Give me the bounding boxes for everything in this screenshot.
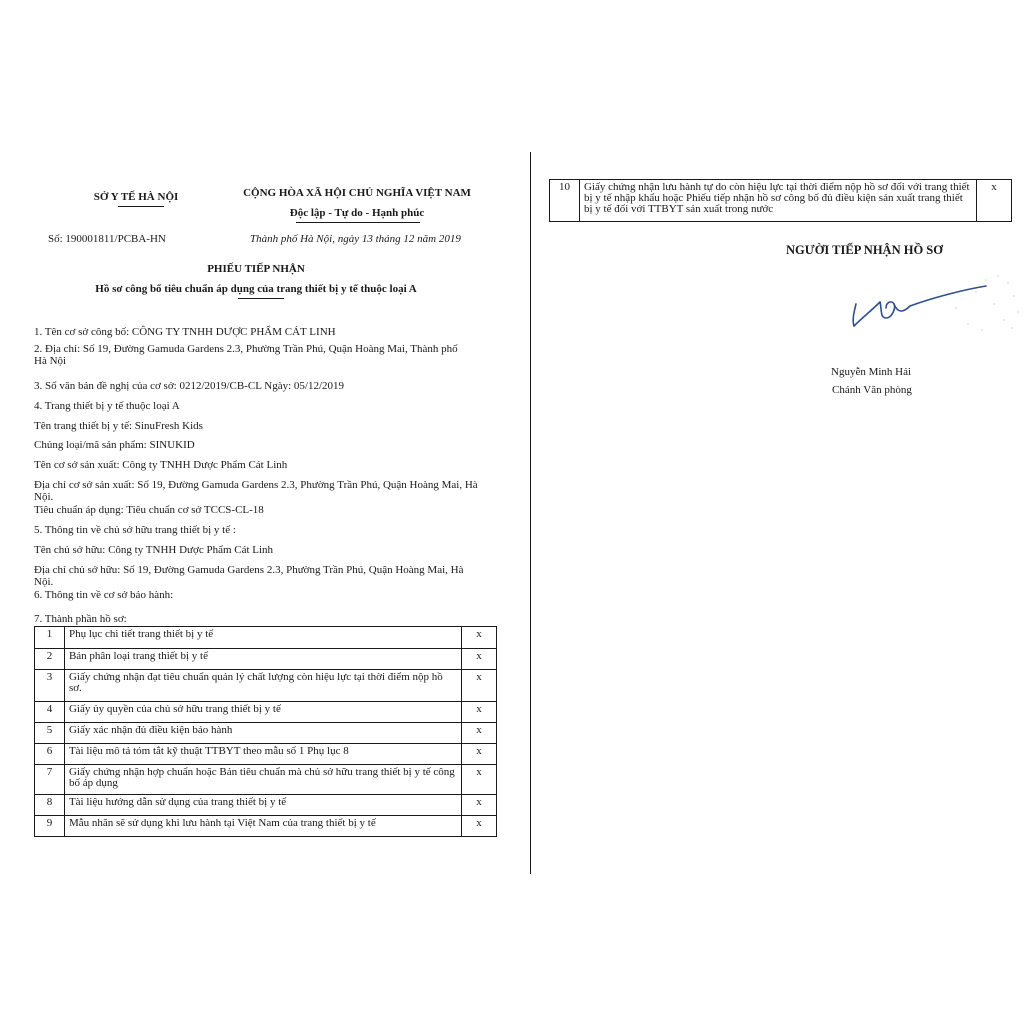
row-number: 2 bbox=[35, 649, 65, 670]
field-manufacturer: Tên cơ sở sản xuất: Công ty TNHH Dược Phẩm Cát Linh bbox=[34, 459, 288, 471]
receiver-position: Chánh Văn phòng bbox=[832, 384, 912, 396]
nation-motto: Độc lập - Tự do - Hạnh phúc bbox=[289, 207, 425, 219]
field-manufacturer-address: Địa chỉ cơ sở sản xuất: Số 19, Đường Gamuda Gardens 2.3, Phường Trần Phú, Quận Hoàng Mai, Hà Nội. bbox=[34, 479, 478, 503]
row-number: 1 bbox=[35, 627, 65, 649]
document-number: Số: 190001811/PCBA-HN bbox=[48, 233, 166, 245]
field-standard: Tiêu chuẩn áp dụng: Tiêu chuẩn cơ sở TCCS-CL-18 bbox=[34, 504, 264, 516]
row-number: 9 bbox=[35, 816, 65, 837]
row-description: Giấy chứng nhận hợp chuẩn hoặc Bản tiêu chuẩn mà chủ sở hữu trang thiết bị y tế công bố áp dụng bbox=[64, 765, 461, 795]
authority-name: SỞ Y TẾ HÀ NỘI bbox=[93, 191, 179, 203]
field-declarer: 1. Tên cơ sở công bố: CÔNG TY TNHH DƯỢC PHẨM CÁT LINH bbox=[34, 326, 336, 338]
row-number: 5 bbox=[35, 723, 65, 744]
table-row bbox=[35, 765, 497, 795]
authority-underline bbox=[118, 206, 164, 207]
row-number: 6 bbox=[35, 744, 65, 765]
table-row bbox=[35, 816, 497, 837]
receiver-heading: NGƯỜI TIẾP NHẬN HỒ SƠ bbox=[786, 243, 943, 257]
row-description: Phụ lục chi tiết trang thiết bị y tế bbox=[64, 627, 461, 649]
table-row bbox=[550, 180, 1012, 222]
receiver-name: Nguyễn Minh Hải bbox=[831, 366, 912, 378]
row-mark: x bbox=[462, 670, 497, 702]
field-owner-section: 5. Thông tin về chủ sở hữu trang thiết bị y tế : bbox=[34, 524, 236, 536]
field-owner-address: Địa chỉ chủ sở hữu: Số 19, Đường Gamuda Gardens 2.3, Phường Trần Phú, Quận Hoàng Mai, Hà Nội. bbox=[34, 564, 464, 588]
row-number: 4 bbox=[35, 702, 65, 723]
place-date: Thành phố Hà Nội, ngày 13 tháng 12 năm 2019 bbox=[250, 233, 461, 245]
field-device-type: Chủng loại/mã sản phẩm: SINUKID bbox=[34, 439, 195, 451]
row-mark: x bbox=[462, 744, 497, 765]
field-warranty: 6. Thông tin về cơ sở bảo hành: bbox=[34, 589, 174, 601]
field-address: 2. Địa chỉ: Số 19, Đường Gamuda Gardens 2.3, Phường Trần Phú, Quận Hoàng Mai, Thành phố Hà Nội bbox=[34, 343, 458, 367]
row-number: 10 bbox=[550, 180, 580, 222]
page-divider bbox=[530, 152, 531, 874]
signature-image bbox=[836, 268, 1024, 340]
receipt-title: PHIẾU TIẾP NHẬN bbox=[207, 263, 305, 275]
motto-underline bbox=[296, 222, 420, 223]
row-description: Bản phân loại trang thiết bị y tế bbox=[64, 649, 461, 670]
row-mark: x bbox=[462, 627, 497, 649]
table-row bbox=[35, 627, 497, 649]
row-description: Giấy chứng nhận lưu hành tự do còn hiệu lực tại thời điểm nộp hồ sơ đối với trang thiết bị y tế nhập khẩu hoặc Phiếu tiếp nhận hồ sơ công bố đủ điều kiện sản xuất trang thiết bị y tế đối với TTBYT sản xuất trong nước bbox=[579, 180, 976, 222]
table-row bbox=[35, 744, 497, 765]
dossier-table bbox=[34, 626, 497, 837]
table-row bbox=[35, 723, 497, 744]
row-description: Tài liệu hướng dẫn sử dụng của trang thiết bị y tế bbox=[64, 795, 461, 816]
field-dossier: 7. Thành phần hồ sơ: bbox=[34, 613, 127, 625]
field-owner-name: Tên chủ sở hữu: Công ty TNHH Dược Phẩm Cát Linh bbox=[34, 544, 274, 556]
row-mark: x bbox=[462, 795, 497, 816]
row-number: 8 bbox=[35, 795, 65, 816]
row-description: Giấy ủy quyền của chủ sở hữu trang thiết bị y tế bbox=[64, 702, 461, 723]
row-description: Tài liệu mô tả tóm tắt kỹ thuật TTBYT theo mẫu số 1 Phụ lục 8 bbox=[64, 744, 461, 765]
table-row bbox=[35, 795, 497, 816]
row-number: 7 bbox=[35, 765, 65, 795]
nation-name: CỘNG HÒA XÃ HỘI CHỦ NGHĨA VIỆT NAM bbox=[243, 187, 471, 199]
dossier-table-continued bbox=[549, 179, 1012, 222]
row-mark: x bbox=[462, 723, 497, 744]
subtitle-underline bbox=[238, 298, 284, 299]
receipt-subtitle: Hồ sơ công bố tiêu chuẩn áp dụng của trang thiết bị y tế thuộc loại A bbox=[95, 283, 417, 295]
table-row bbox=[35, 670, 497, 702]
row-description: Giấy chứng nhận đạt tiêu chuẩn quản lý chất lượng còn hiệu lực tại thời điểm nộp hồ sơ. bbox=[64, 670, 461, 702]
row-mark: x bbox=[462, 649, 497, 670]
table-row bbox=[35, 649, 497, 670]
row-number: 3 bbox=[35, 670, 65, 702]
row-mark: x bbox=[462, 816, 497, 837]
row-description: Giấy xác nhận đủ điều kiện bảo hành bbox=[64, 723, 461, 744]
field-device-class: 4. Trang thiết bị y tế thuộc loại A bbox=[34, 400, 180, 412]
row-mark: x bbox=[977, 180, 1012, 222]
row-mark: x bbox=[462, 765, 497, 795]
row-mark: x bbox=[462, 702, 497, 723]
field-device-name: Tên trang thiết bị y tế: SinuFresh Kids bbox=[34, 420, 203, 432]
row-description: Mẫu nhãn sẽ sử dụng khi lưu hành tại Việt Nam của trang thiết bị y tế bbox=[64, 816, 461, 837]
table-row bbox=[35, 702, 497, 723]
field-request-number: 3. Số văn bản đề nghị của cơ sở: 0212/2019/CB-CL Ngày: 05/12/2019 bbox=[34, 380, 345, 392]
